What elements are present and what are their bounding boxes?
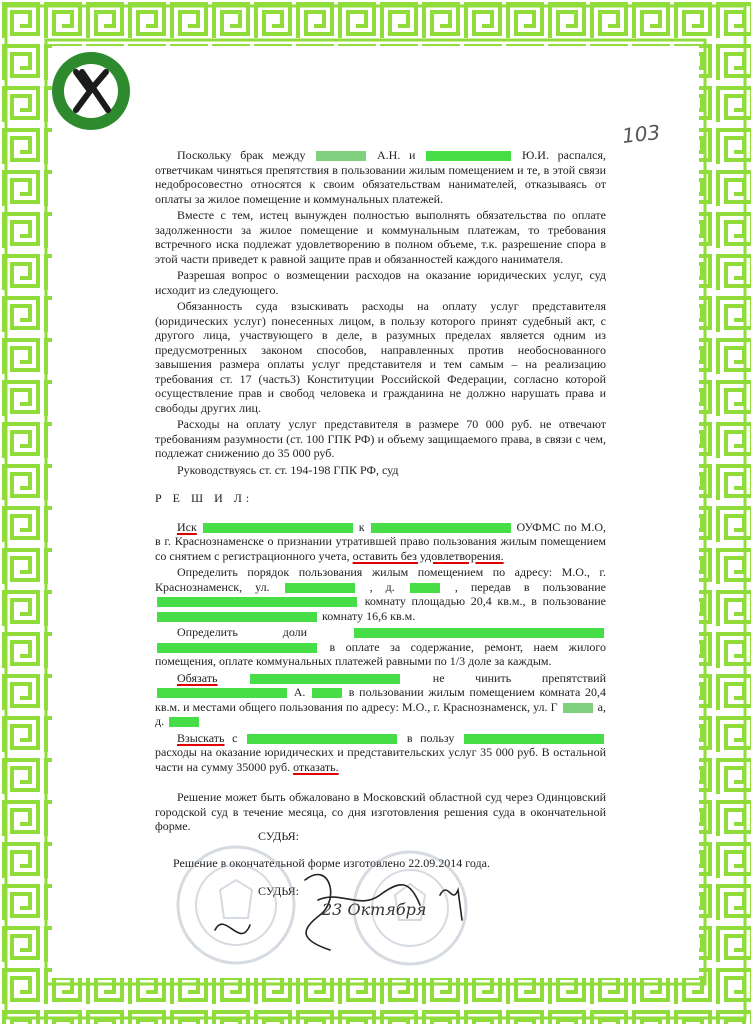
paragraph-guided: Руководствуясь ст. ст. 194-198 ГПК РФ, суд (177, 462, 399, 477)
decision-item-shares: Определить доли в оплате за содержание, ремонт, наем жилого помещения, оплате коммунальных платежей равными по 1/3 доле за каждым. (155, 625, 606, 668)
handwritten-date: 23 Октября (322, 900, 427, 919)
appeal-notice: Решение может быть обжаловано в Московский областной суд через Одинцовский городской суд в течение месяца, со дня изготовления решения суда в окончательной форме. (155, 790, 606, 833)
judge-signature-label: СУДЬЯ: (258, 829, 299, 843)
decision-item-claim: Иск к ОУФМС по М.О, в г. Краснознаменске о признании утратившей право пользования жилым помещением со снятием с регистрационного учета, оставить без удовлетворения. (155, 519, 606, 563)
final-form-note: Решение в окончательной форме изготовлено 22.09.2014 года. (173, 856, 490, 870)
judge-signature-label-2: СУДЬЯ: (258, 884, 299, 898)
paragraph-costs: Расходы на оплату услуг представителя в размере 70 000 руб. не отвечают требованиям разумности (ст. 100 ГПК РФ) и объему защищаемого права, в связи с чем, подлежат снижению до 35 000 руб. (155, 417, 606, 460)
page-number: 103 (620, 120, 662, 148)
court-stamp-left (178, 847, 294, 963)
paragraph-counterclaim: Вместе с тем, истец вынужден полностью выполнять обязательства по оплате задолженности за жилое помещение и коммунальным платежам, то требования встречного иска подлежат удовлетворению в полном объеме, т.к. разрешение спора в этой части приведет к равной защите прав и обязанностей каждого нанимателя. (155, 208, 606, 266)
decision-heading: Р Е Ш И Л: (155, 491, 254, 505)
paragraph-marriage: Поскольку брак между А.Н. и Ю.И. распался, ответчикам чиняться препятствия в пользовании жилым помещением и те, в этой связи недобросовестно относятся к своим обязательствам нанимателей, отказываясь от оплаты за жилое помещение и коммунальных платежей. (155, 148, 607, 206)
paragraph-court-duty: Обязанность суда взыскивать расходы на оплату услуг представителя (юридических услуг) понесенных лицом, в пользу которого принят судебный акт, с другого лица, участвующего в деле, в разумных пределах является одним из предусмотренных законом способов, направленных против необоснованного завышения размера оплаты услуг представителя и тем самым – на реализацию требования ст. 17 (часть3) Конституции Российской Федерации, согласно которой осуществление прав и свобод человека и гражданина не должно нарушать права и свободы других лиц. (155, 299, 606, 415)
paragraph-legal-costs-intro: Разрешая вопрос о возмещении расходов на оказание юридических услуг, суд исходит из следующего. (155, 268, 606, 297)
decision-item-obligate: Обязать не чинить препятствий А. в пользовании жилым помещением комната 20,4 кв.м. и местами общего пользования по адресу: М.О., г. Краснознаменск, ул. Г а, д. (155, 670, 607, 728)
decision-item-order: Определить порядок пользования жилым помещением по адресу: М.О., г. Краснознаменск, ул. , д. , передав в пользование комнату площадью 20,4 кв.м., в пользование комнату 16,6 кв.м. (155, 565, 606, 623)
decision-item-recover: Взыскать с в пользу расходы на оказание юридических и представительских услуг 35 000 руб. В остальной части на сумму 35000 руб. отказать. (155, 730, 606, 774)
